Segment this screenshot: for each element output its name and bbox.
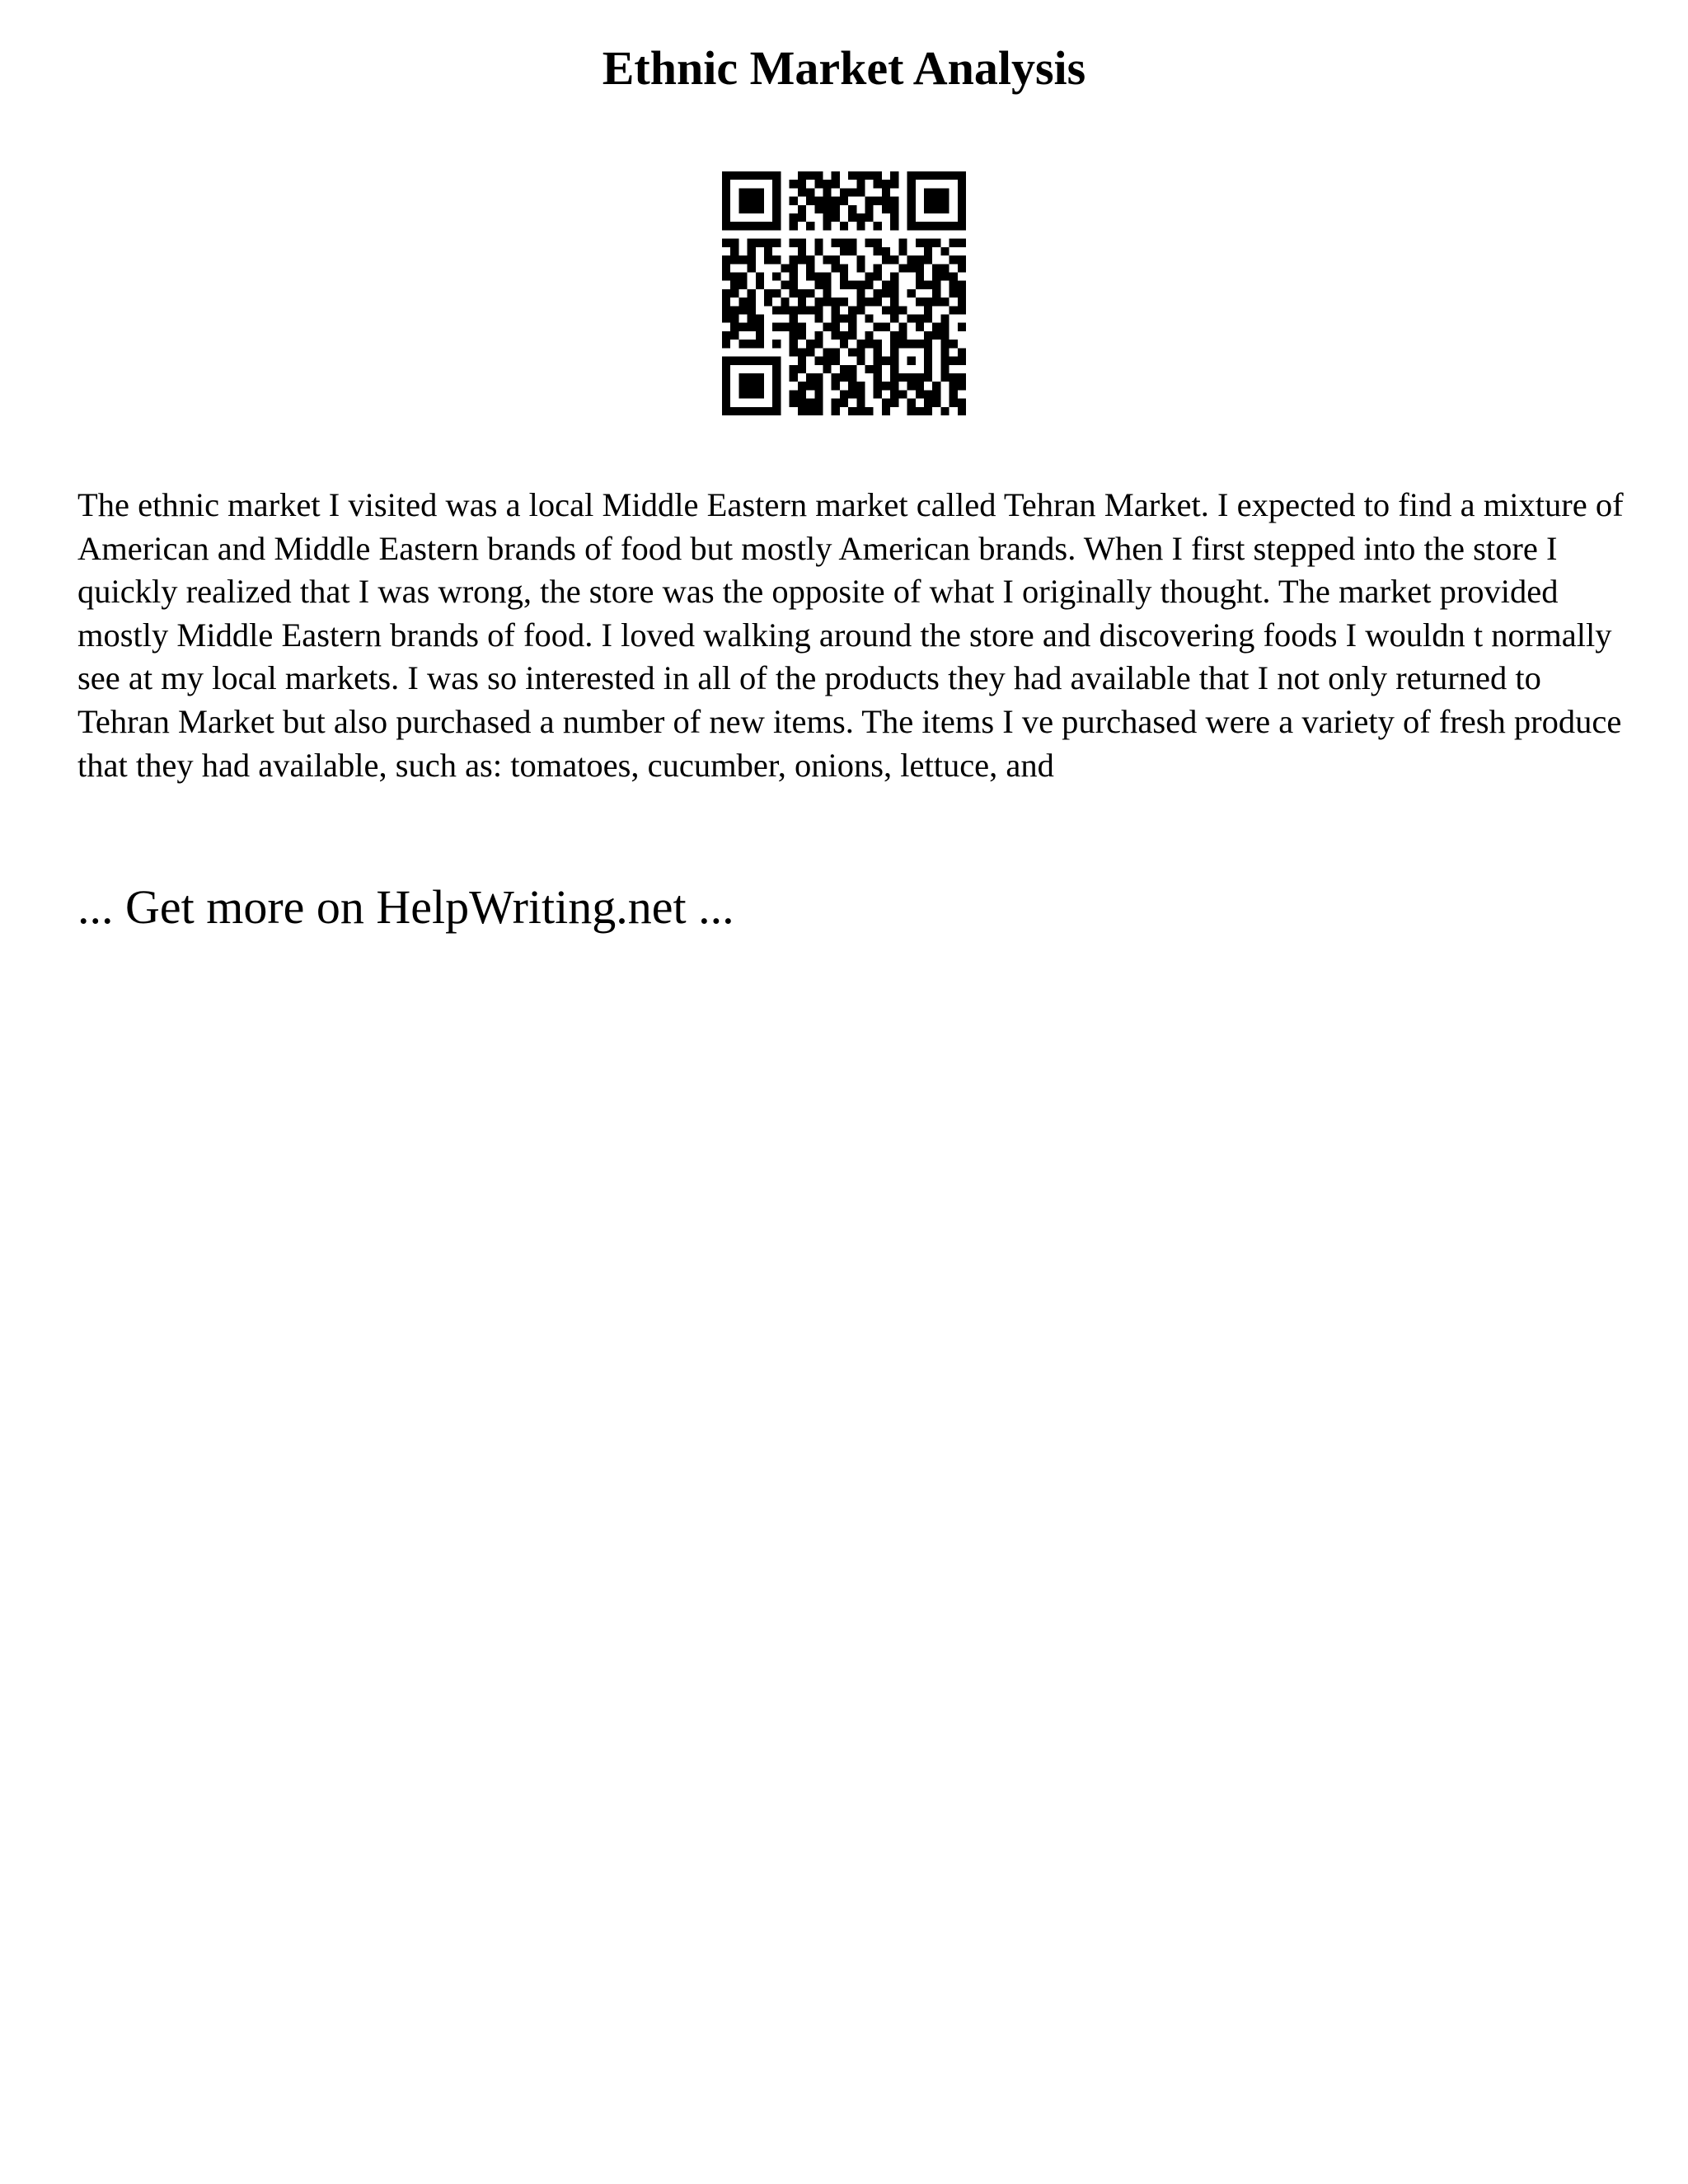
page-title: Ethnic Market Analysis [602,41,1086,95]
qr-code-icon [722,171,966,415]
get-more-link[interactable]: ... Get more on HelpWriting.net ... [77,880,734,934]
essay-excerpt: The ethnic market I visited was a local Middle Eastern market called Tehran Market. I expected to find a mixture of American and Middle Eastern brands of food but mostly American brands. When I first stepped into the store I quickly realized that I was wrong, the store was the opposite of what I originally thought. The market provided mostly Middle Eastern brands of food. I loved walking around the store and discovering foods I wouldn t normally see at my local markets. I was so interested in all of the products they had available that I not only returned to Tehran Market but also purchased a number of new items. The items I ve purchased were a variety of fresh produce that they had available, such as: tomatoes, cucumber, onions, lettuce, and [77,486,1624,784]
